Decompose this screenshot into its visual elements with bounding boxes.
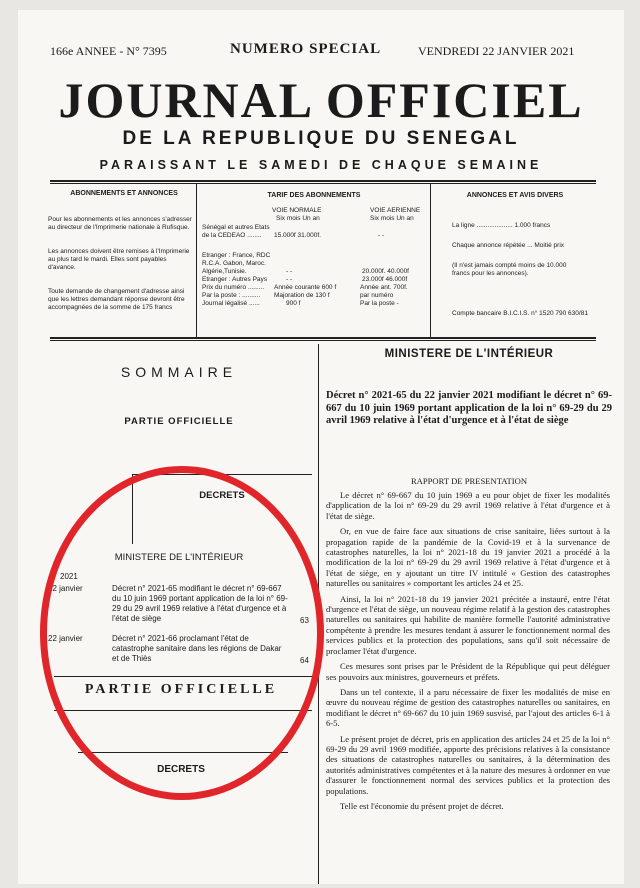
sommaire-partie-officielle: PARTIE OFFICIELLE xyxy=(124,416,234,427)
tarif-row-label: Prix du numéro ......... xyxy=(202,284,265,291)
sommaire-decrets: DECRETS xyxy=(199,490,245,501)
aerienne-periods: Six mois Un an xyxy=(370,215,414,222)
tarif-row-normale: - - xyxy=(286,268,293,275)
tarif-row xyxy=(202,284,428,292)
partie-officielle-heading: PARTIE OFFICIELLE xyxy=(84,682,278,697)
annonce-ligne: La ligne .................... 1.000 francs xyxy=(452,222,551,229)
rapport-body xyxy=(326,490,610,816)
tarif-row-label: Par la poste : .......... xyxy=(202,292,261,299)
compte-bancaire: Compte bancaire B.I.C.I.S. n° 1520 790 630/81 xyxy=(452,310,588,317)
tarif-row-label: Algérie,Tunisie. xyxy=(202,268,247,275)
rapport-paragraph: Ainsi, la loi n° 2021-18 du 19 janvier 2021 précitée a instauré, entre l'état d'urgence et l'état de siège, un nouveau régime relatif à la gestion des catastrophes naturelles ou sanitaires qui habilite de manière formelle l'autorité administrative compétente à prendre les mesures tendant à assurer le fonctionnement normal des services publics et la protection des populations, sans qu'il soit nécessaire de proclamer l'état d'urgence. xyxy=(326,593,610,656)
info-divider-right xyxy=(430,183,431,337)
entry-text: Décret n° 2021-66 proclamant l'état de catastrophe sanitaire dans les régions de Dakar et de Thiès xyxy=(112,634,282,663)
tarif-row xyxy=(202,260,428,268)
annonce-minimum: (Il n'est jamais compté moins de 10.000 francs pour les annonces). xyxy=(452,262,567,277)
tarif-row-aerienne: 23.000f 46.000f xyxy=(362,276,408,283)
info-divider-left xyxy=(196,183,197,337)
sommaire-year: 2021 xyxy=(60,572,78,581)
rapport-paragraph: Or, en vue de faire face aux situations de crise sanitaire, liées surtout à la propagation rapide de la pandémie de la Covid-19 et à la survenance de catastrophes naturelles, la loi n° 2021-18 du 19 janvier 2021 a procédé à la modification de la loi n° 69-29 du 29 avril 1969 relative à l'état d'urgence et à l'état de siège, en y ajoutant un titre IV intitulé « Gestion des catastrophes naturelles ou sanitaires » comportant les articles 24 et 25. xyxy=(326,526,610,589)
tarif-row-normale: 900 f xyxy=(286,300,301,307)
tarif-row xyxy=(202,276,428,284)
abonnements-title: ABONNEMENTS ET ANNONCES xyxy=(70,190,178,197)
annonces-title: ANNONCES ET AVIS DIVERS xyxy=(466,192,564,199)
decrets-heading: DECRETS xyxy=(157,764,205,775)
entry-page: 64 xyxy=(300,656,309,665)
tarif-row-label: Journal légalisé ...... xyxy=(202,300,260,307)
tarif-row xyxy=(202,224,428,232)
rapport-paragraph: Le décret n° 69-667 du 10 juin 1969 a eu pour objet de fixer les modalités d'application de la loi n° 69-29 du 29 avril 1969 relative à l'état d'urgence et à l'état de siège. xyxy=(326,490,610,521)
tarif-row xyxy=(202,292,428,300)
abonnements-text-1: Pour les abonnements et les annonces s'adresser au directeur de l'Imprimerie nationale à Rufisque. xyxy=(48,216,192,231)
sommaire-title: SOMMAIRE xyxy=(120,364,238,380)
tarif-row-label: R.C.A. Gabon, Maroc. xyxy=(202,260,266,267)
tarif-row-label: de la CEDEAO ........ xyxy=(202,232,262,239)
tarif-table xyxy=(202,224,428,308)
rapport-paragraph: Dans un tel contexte, il a paru nécessaire de fixer les modalités de mise en œuvre du nouveau régime de gestion des catastrophes naturelles ou sanitaires, en modifiant le décret n° 69-667 du 10 juin 1969 susvisé, par l'ajout des articles 6-1 à 6-5. xyxy=(326,686,610,729)
entry-page: 63 xyxy=(300,616,309,625)
journal-tagline: PARAISSANT LE SAMEDI DE CHAQUE SEMAINE xyxy=(99,158,543,172)
voie-aerienne-label: VOIE AERIENNE xyxy=(370,207,421,214)
abonnements-text-2: Les annonces doivent être remises à l'Imprimerie au plus tard le mardi. Elles sont payables d'avance. xyxy=(48,248,190,271)
tarif-row xyxy=(202,252,428,260)
tarif-row-normale: Majoration de 130 f xyxy=(274,292,330,299)
journal-title: JOURNAL OFFICIEL xyxy=(58,72,584,128)
tarif-row-aerienne: par numéro xyxy=(360,292,394,299)
tarif-title: TARIF DES ABONNEMENTS xyxy=(267,192,361,199)
info-box-top-rule xyxy=(50,180,596,182)
issue-number: 166e ANNEE - N° 7395 xyxy=(50,44,167,58)
tarif-row-label: Etranger : France, RDC xyxy=(202,252,271,259)
abonnements-text-3: Toute demande de changement d'adresse ainsi que les lettres demandant réponse devront être accompagnées de la somme de 175 francs xyxy=(48,288,185,311)
annonce-repetee: Chaque annonce répétée ... Moitié prix xyxy=(452,242,565,249)
tarif-row-aerienne: Année ant. 700f. xyxy=(360,284,408,291)
entry-text: Décret n° 2021-65 modifiant le décret n° 69-667 du 10 juin 1969 portant application de la loi n° 69-29 du 29 avril 1969 relative à l'état d'urgence et à l'état de siège xyxy=(112,584,288,623)
rapport-paragraph: Ces mesures sont prises par le Président de la République qui peut déléguer ses pouvoirs aux ministres, gouverneurs et préfets. xyxy=(326,661,610,682)
info-box-bottom-rule xyxy=(50,337,596,339)
rapport-paragraph: Telle est l'économie du présent projet de décret. xyxy=(340,800,504,811)
sommaire-ministere: MINISTERE DE L'INTÉRIEUR xyxy=(114,552,244,563)
tarif-row-label: Sénégal et autres Etats xyxy=(202,224,270,231)
tarif-row xyxy=(202,268,428,276)
red-highlight-circle xyxy=(40,466,324,800)
tarif-row-normale: Année courante 600 f xyxy=(274,284,337,291)
tarif-row xyxy=(202,300,428,308)
normale-periods: Six mois Un an xyxy=(276,215,320,222)
tarif-row-normale: - - xyxy=(286,276,293,283)
tarif-row xyxy=(202,232,428,240)
info-box-top-rule-2 xyxy=(50,183,596,184)
tarif-row-aerienne: 20.000f. 40.000f xyxy=(362,268,409,275)
tarif-row-aerienne: Par la poste - xyxy=(360,300,399,307)
rapport-paragraph: Le présent projet de décret, pris en application des articles 24 et 25 de la loi n° 69-29 du 29 avril 1969 modifiée, apporte des précisions relatives à la consistance des situations de catastrophes naturelles ou sanitaires, à la détermination des autorités administratives compétentes et à la nature des mesures à ordonner en vue d'assurer le fonctionnement normal des services publics et la protection des populations. xyxy=(326,733,610,796)
journal-subtitle: DE LA REPUBLIQUE DU SENEGAL xyxy=(122,128,520,149)
special-edition-label: NUMERO SPECIAL xyxy=(230,41,382,57)
decret-title: Décret n° 2021-65 du 22 janvier 2021 modifiant le décret n° 69-667 du 10 juin 1969 portant application de la loi n° 69-29 du 29 avril 1969 relative à l'état d'urgence et à l'état de siège xyxy=(326,390,612,427)
article-ministere: MINISTERE DE L'INTÉRIEUR xyxy=(384,348,554,360)
voie-normale-label: VOIE NORMALE xyxy=(272,207,322,214)
tarif-row-normale: 15.000f 31.000f. xyxy=(274,232,321,239)
info-box-bottom-rule-2 xyxy=(50,340,596,341)
rapport-heading: RAPPORT DE PRESENTATION xyxy=(410,476,528,486)
entry-date: 22 janvier xyxy=(48,584,83,593)
entry-date: 22 janvier xyxy=(48,634,83,643)
tarif-row-aerienne: - - xyxy=(378,232,385,239)
issue-date: VENDREDI 22 JANVIER 2021 xyxy=(418,44,575,58)
tarif-row-label: Etranger : Autres Pays xyxy=(202,276,268,283)
